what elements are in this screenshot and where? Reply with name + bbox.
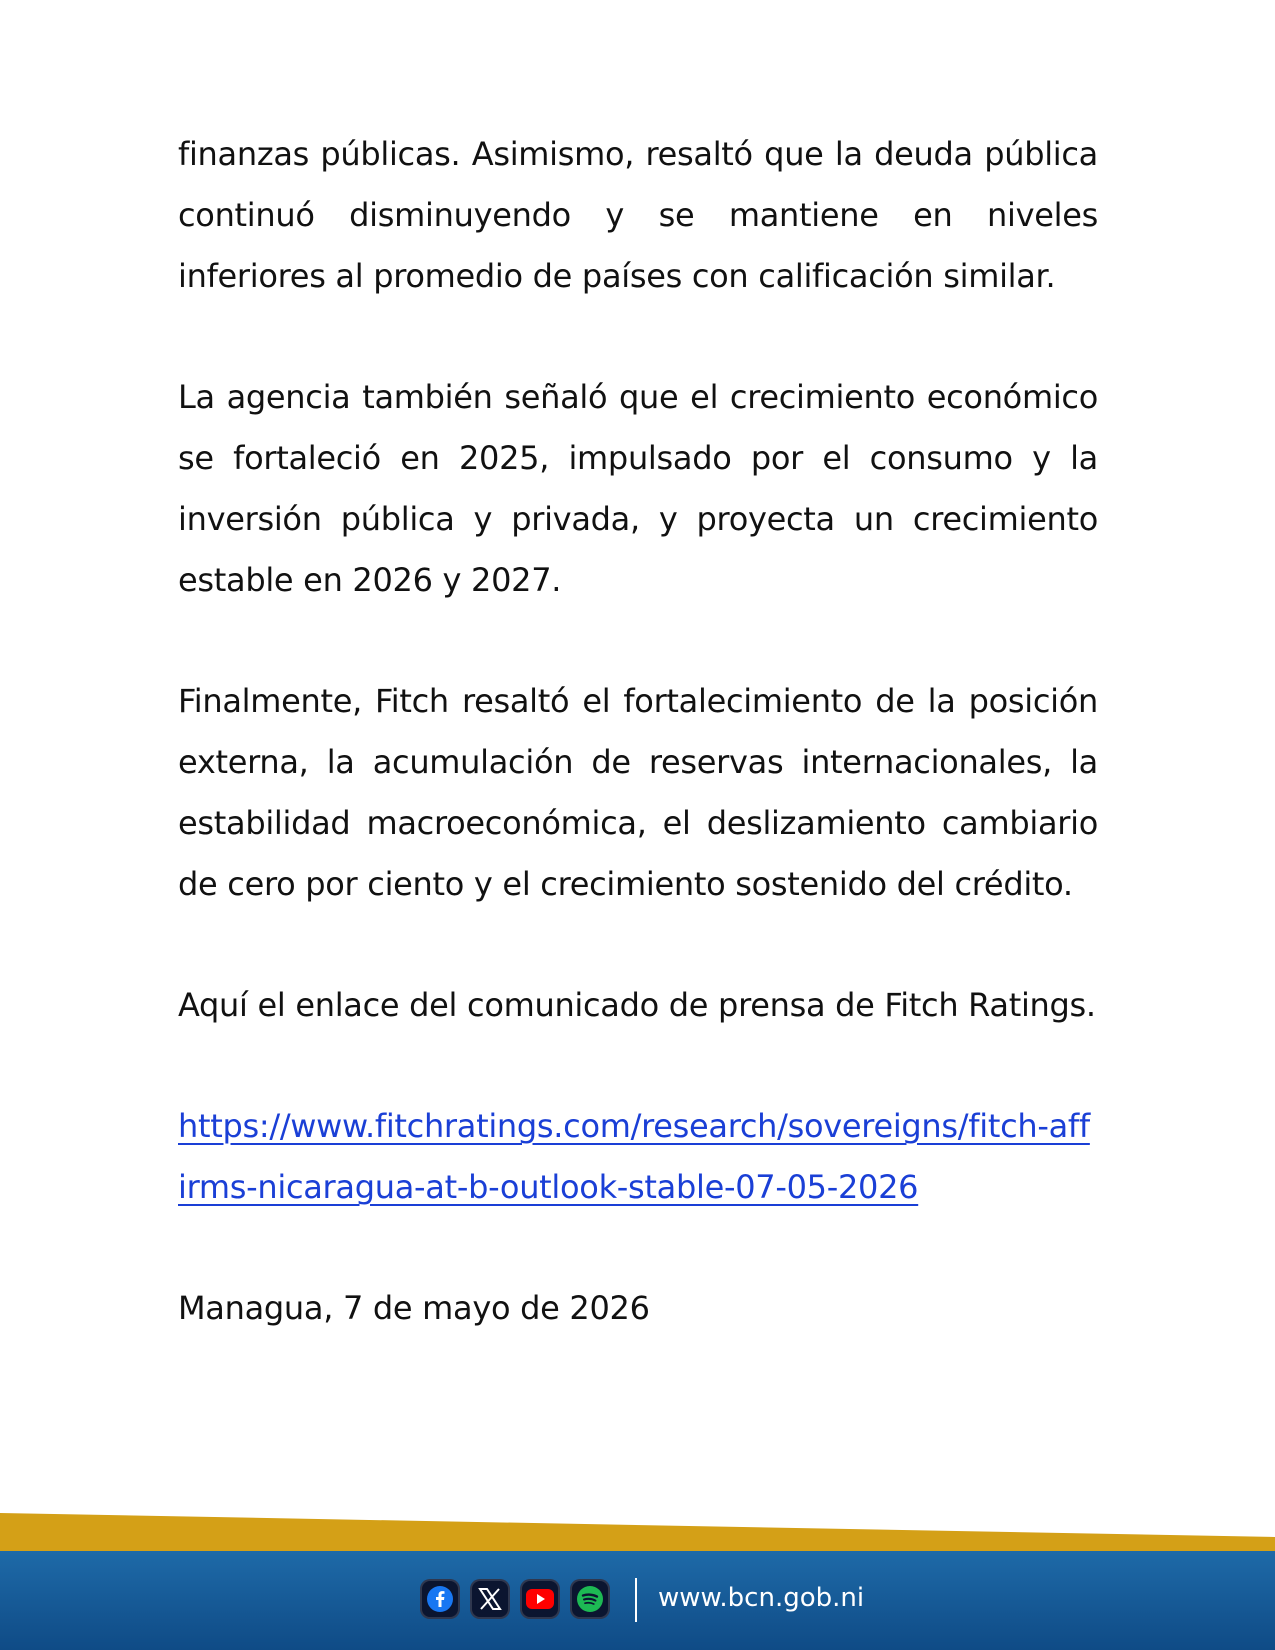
social-icons — [420, 1579, 610, 1619]
footer-divider — [635, 1578, 637, 1622]
paragraph-link — [178, 1096, 1098, 1218]
facebook-icon[interactable] — [420, 1579, 460, 1619]
fitch-press-release-link[interactable]: https://www.fitchratings.com/research/sovereigns/fitch-affirms-nicaragua-at-b-outlook-stable-07-05-2026 — [178, 1107, 1090, 1206]
website-url[interactable]: www.bcn.gob.ni — [658, 1583, 865, 1613]
paragraph-economic-growth: La agencia también señaló que el crecimiento económico se fortaleció en 2025, impulsado por el consumo y la inversión pública y privada, y proyecta un crecimiento estable en 2026 y 2027. — [178, 378, 1098, 599]
footer-band — [0, 1425, 1275, 1650]
document-body — [178, 124, 1098, 1399]
closing-place-date: Managua, 7 de mayo de 2026 — [178, 1289, 650, 1327]
x-icon[interactable] — [470, 1579, 510, 1619]
spotify-icon[interactable] — [570, 1579, 610, 1619]
blue-stripe — [0, 1551, 1275, 1650]
paragraph-external-position: Finalmente, Fitch resaltó el fortalecimiento de la posición externa, la acumulación de reservas internacionales, la estabilidad macroeconómica, el deslizamiento cambiario de cero por ciento y el crecimiento sostenido del crédito. — [178, 682, 1098, 903]
paragraph-link-intro: Aquí el enlace del comunicado de prensa de Fitch Ratings. — [178, 986, 1096, 1024]
youtube-icon[interactable] — [520, 1579, 560, 1619]
paragraph-public-finances: finanzas públicas. Asimismo, resaltó que la deuda pública continuó disminuyendo y se mantiene en niveles inferiores al promedio de países con calificación similar. — [178, 135, 1098, 295]
footer-background — [0, 1425, 1275, 1650]
